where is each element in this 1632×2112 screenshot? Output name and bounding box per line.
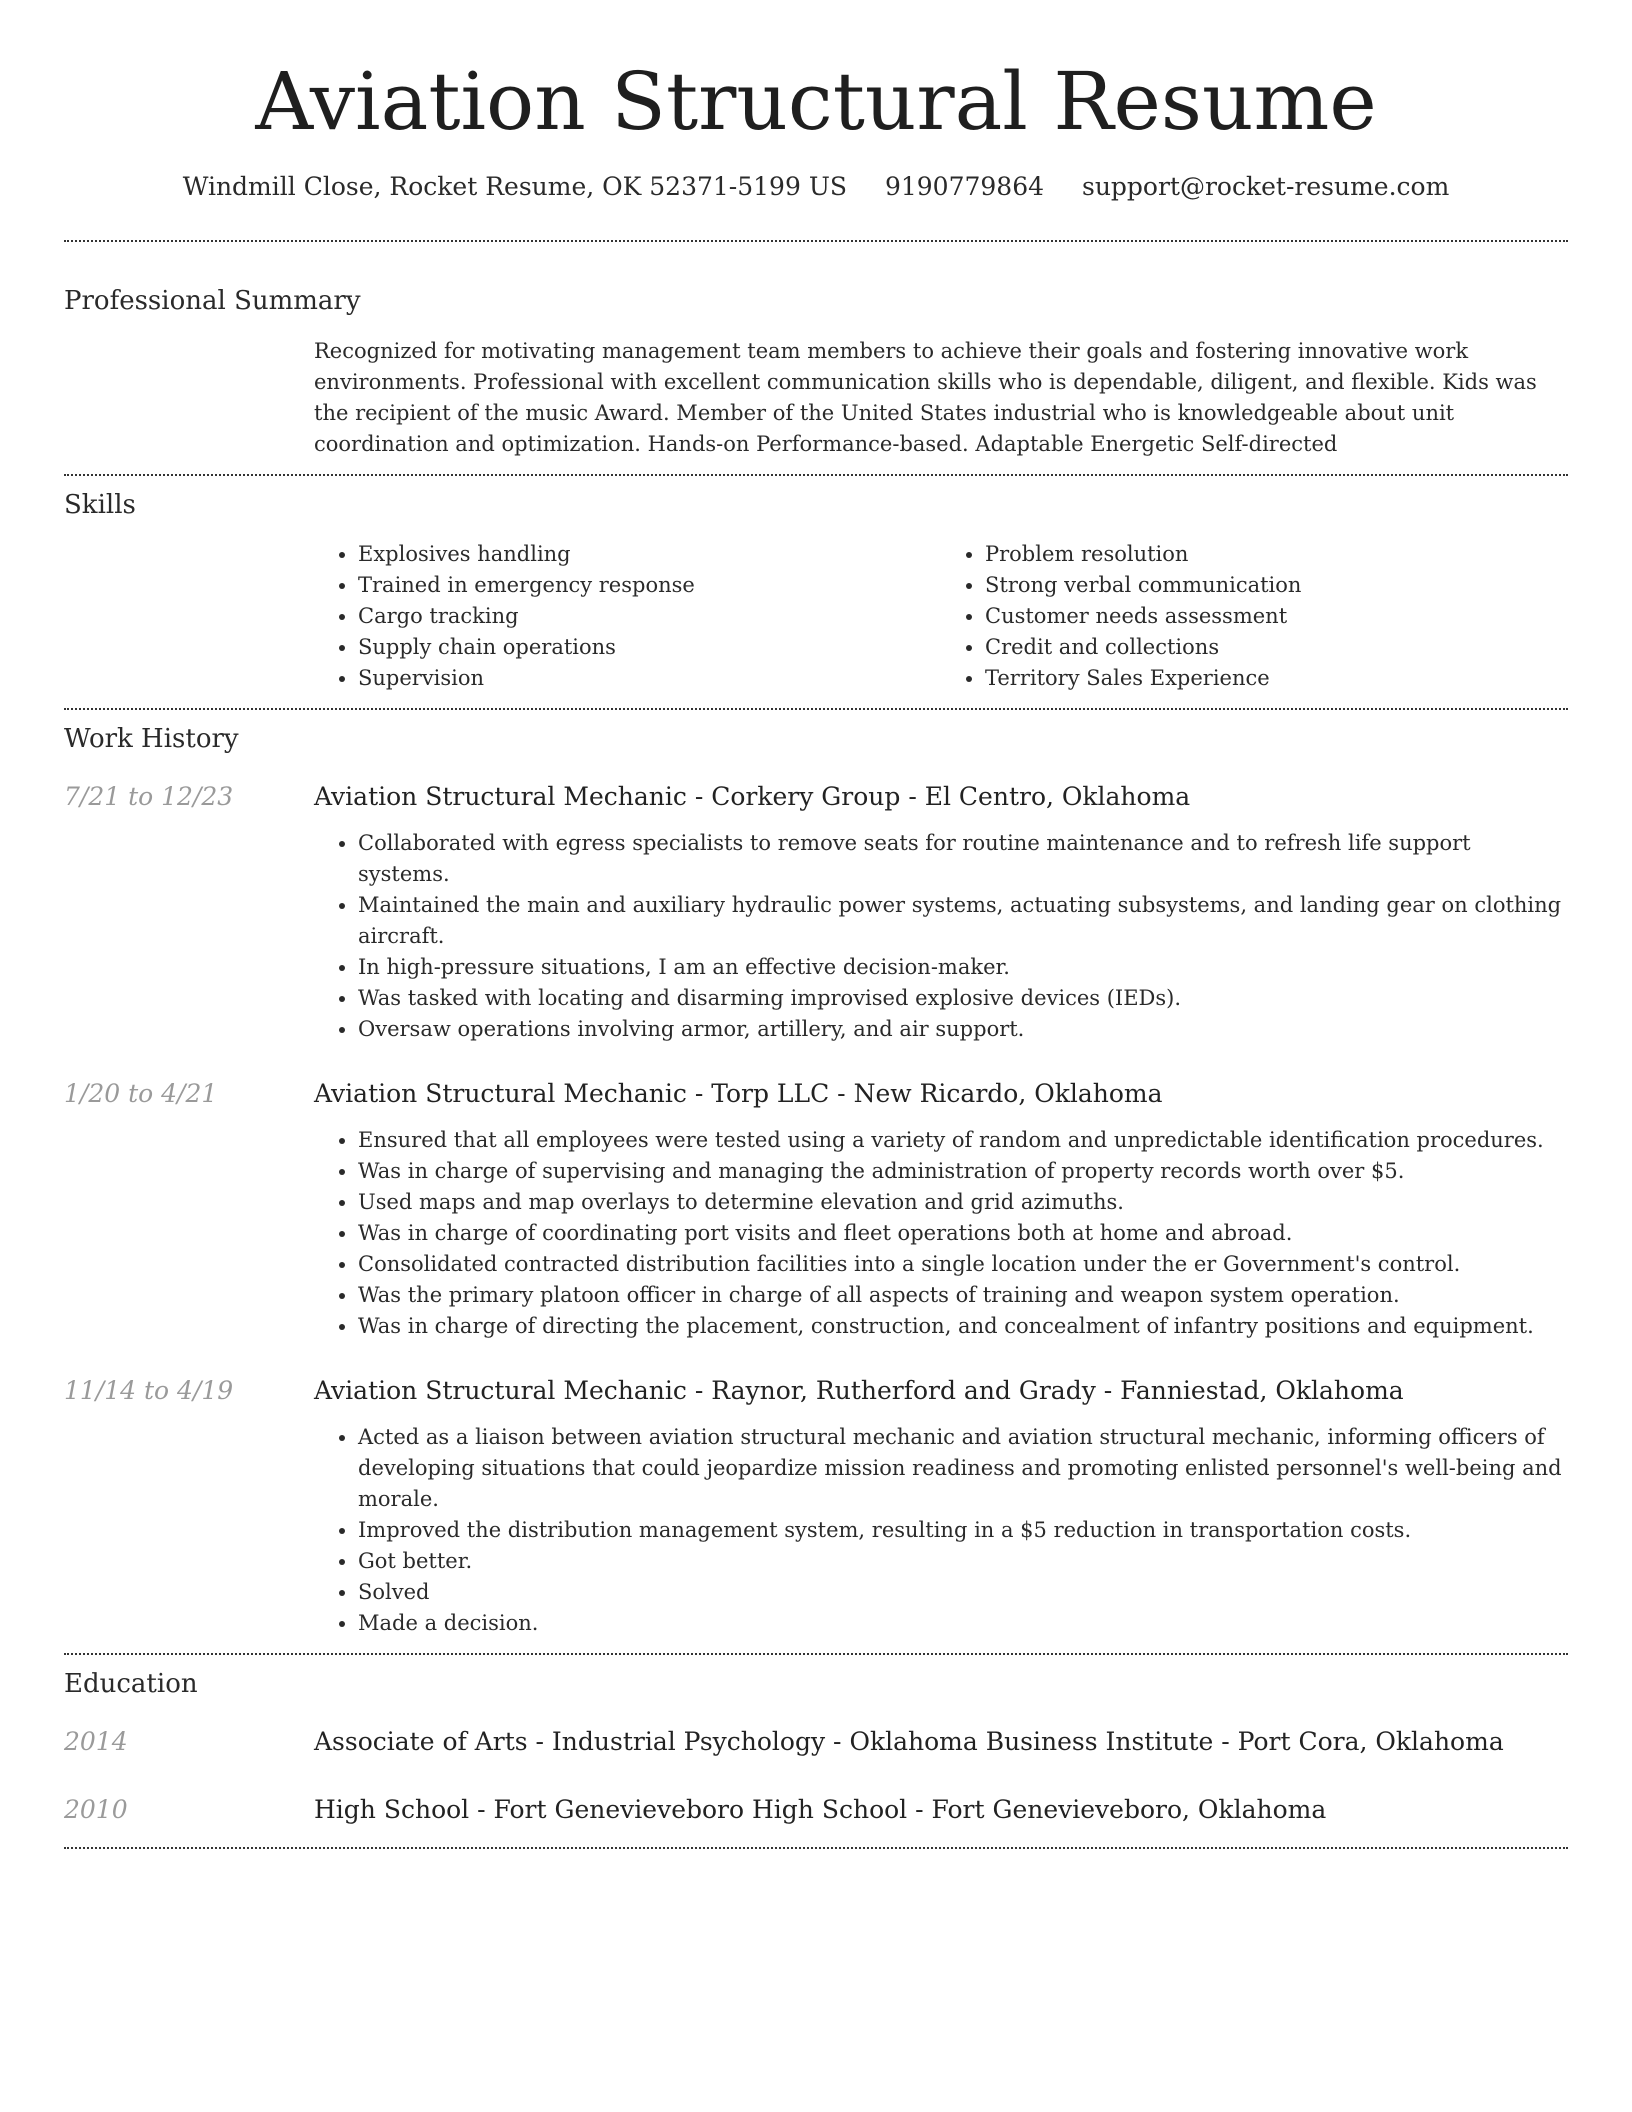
contact-line <box>64 170 1568 204</box>
job-title: Aviation Structural Mechanic - Raynor, Rutherford and Grady - Fanniestad, Oklahoma <box>314 1376 1404 1405</box>
summary-text: Recognized for motivating management team members to achieve their goals and fostering innovative work environments. Professional with excellent communication skills who is dependable, diligent, and flexible. Kids was the recipient of the music Award. Member of the United States industrial who is knowledgeable about unit coordination and optimization. Hands-on Performance-based. Adaptable Energetic Self-directed <box>314 339 1537 456</box>
job-bullet: • Consolidated contracted distribution facilities into a single location under the er Government's control. <box>358 1249 1568 1280</box>
work-dates: 7/21 to 12/23 <box>64 782 234 811</box>
work-dates: 11/14 to 4/19 <box>64 1376 234 1405</box>
skill-item: • Customer needs assessment <box>985 601 1568 632</box>
job-bullet: • In high-pressure situations, I am an effective decision-maker. <box>358 952 1568 983</box>
job-title: Aviation Structural Mechanic - Torp LLC - New Ricardo, Oklahoma <box>314 1079 1163 1108</box>
section-title-work-history: Work History <box>64 724 239 754</box>
work-details <box>314 1374 1568 1639</box>
education-entry <box>64 1725 1568 1759</box>
education-details <box>314 1793 1568 1827</box>
job-bullet: • Solved <box>358 1577 1568 1608</box>
skill-item: • Supervision <box>358 663 941 694</box>
education-title: High School - Fort Genevieveboro High School - Fort Genevieveboro, Oklahoma <box>314 1795 1327 1824</box>
skill-item: • Territory Sales Experience <box>985 663 1568 694</box>
work-entry <box>64 780 1568 1045</box>
work-details <box>314 780 1568 1045</box>
job-bullet: • Was tasked with locating and disarming improvised explosive devices (IEDs). <box>358 983 1568 1014</box>
divider <box>64 1847 1568 1849</box>
contact-email: support@rocket-resume.com <box>1081 172 1450 201</box>
divider <box>64 1653 1568 1655</box>
job-bullets <box>314 1125 1568 1342</box>
job-bullet: • Improved the distribution management system, resulting in a $5 reduction in transportation costs. <box>358 1515 1568 1546</box>
divider <box>64 474 1568 476</box>
job-bullet: • Was in charge of supervising and managing the administration of property records worth over $5. <box>358 1156 1568 1187</box>
job-bullet: • Was in charge of coordinating port visits and fleet operations both at home and abroad. <box>358 1218 1568 1249</box>
divider <box>64 240 1568 242</box>
education-year: 2010 <box>64 1795 128 1824</box>
job-bullet: • Made a decision. <box>358 1608 1568 1639</box>
section-title-skills: Skills <box>64 490 136 520</box>
education-year: 2014 <box>64 1727 128 1756</box>
job-bullet: • Collaborated with egress specialists to remove seats for routine maintenance and to refresh life support systems. <box>358 828 1568 890</box>
skill-item: • Credit and collections <box>985 632 1568 663</box>
divider <box>64 708 1568 710</box>
education-details <box>314 1725 1568 1759</box>
skill-item: • Cargo tracking <box>358 601 941 632</box>
skills-column-left <box>314 539 941 694</box>
job-bullet: • Used maps and map overlays to determine elevation and grid azimuths. <box>358 1187 1568 1218</box>
work-details <box>314 1077 1568 1342</box>
job-bullets <box>314 828 1568 1045</box>
resume-title: Aviation Structural Resume <box>255 55 1377 148</box>
contact-phone: 9190779864 <box>884 172 1045 201</box>
job-bullet: • Acted as a liaison between aviation structural mechanic and aviation structural mechanic, informing officers of developing situations that could jeopardize mission readiness and promoting enlisted personnel's well-being and morale. <box>358 1422 1568 1515</box>
skill-item: • Explosives handling <box>358 539 941 570</box>
skill-item: • Problem resolution <box>985 539 1568 570</box>
work-entry <box>64 1374 1568 1639</box>
job-bullet: • Maintained the main and auxiliary hydraulic power systems, actuating subsystems, and landing gear on clothing aircraft. <box>358 890 1568 952</box>
education-entry <box>64 1793 1568 1827</box>
skills-list <box>314 539 1568 694</box>
section-title-summary: Professional Summary <box>64 286 361 316</box>
job-bullet: • Was in charge of directing the placement, construction, and concealment of infantry positions and equipment. <box>358 1311 1568 1342</box>
skill-item: • Trained in emergency response <box>358 570 941 601</box>
education-title: Associate of Arts - Industrial Psychology - Oklahoma Business Institute - Port Cora, Oklahoma <box>314 1727 1504 1756</box>
work-entry <box>64 1077 1568 1342</box>
skill-item: • Strong verbal communication <box>985 570 1568 601</box>
skills-column-right <box>941 539 1568 694</box>
job-title: Aviation Structural Mechanic - Corkery Group - El Centro, Oklahoma <box>314 782 1191 811</box>
skill-item: • Supply chain operations <box>358 632 941 663</box>
contact-address: Windmill Close, Rocket Resume, OK 52371-5199 US <box>182 172 848 201</box>
job-bullet: • Was the primary platoon officer in charge of all aspects of training and weapon system operation. <box>358 1280 1568 1311</box>
job-bullets <box>314 1422 1568 1639</box>
job-bullet: • Ensured that all employees were tested using a variety of random and unpredictable identification procedures. <box>358 1125 1568 1156</box>
resume-page <box>64 0 1568 1849</box>
job-bullet: • Got better. <box>358 1546 1568 1577</box>
work-dates: 1/20 to 4/21 <box>64 1079 218 1108</box>
section-title-education: Education <box>64 1669 198 1699</box>
job-bullet: • Oversaw operations involving armor, artillery, and air support. <box>358 1014 1568 1045</box>
